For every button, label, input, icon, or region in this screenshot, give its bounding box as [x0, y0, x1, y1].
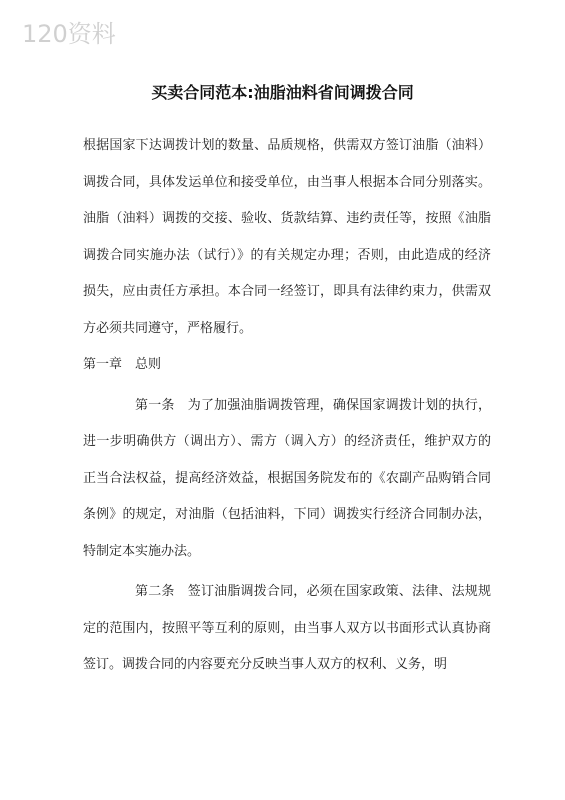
watermark: 120资料 [22, 20, 116, 48]
chapter-heading: 第一章 总则 [83, 357, 162, 372]
document-body [83, 128, 491, 684]
intro-paragraph: 根据国家下达调拨计划的数量、品质规格，供需双方签订油脂（油料）调拨合同，具体发运单位和接受单位，由当事人根据本合同分别落实。油脂（油料）调拨的交接、验收、货款结算、违约责任等，按照《油脂调拨合同实施办法（试行）》的有关规定办理；否则，由此造成的经济损失，应由责任方承担。本合同一经签订，即具有法律约束力，供需双方必须共同遵守，严格履行。 [83, 138, 491, 336]
article-1-paragraph: 第一条 为了加强油脂调拨管理，确保国家调拨计划的执行，进一步明确供方（调出方）、需方（调入方）的经济责任，维护双方的正当合法权益，提高经济效益，根据国务院发布的《农副产品购销合同条例》的规定，对油脂（包括油料，下同）调拨实行经济合同制办法，特制定本实施办法。 [83, 397, 491, 559]
document-title: 买卖合同范本:油脂油料省间调拨合同 [151, 83, 414, 102]
article-2-paragraph: 第二条 签订油脂调拨合同，必须在国家政策、法律、法规规定的范围内，按照平等互利的原则，由当事人双方以书面形式认真协商签订。调拨合同的内容要充分反映当事人双方的权利、义务，明 [83, 584, 491, 672]
